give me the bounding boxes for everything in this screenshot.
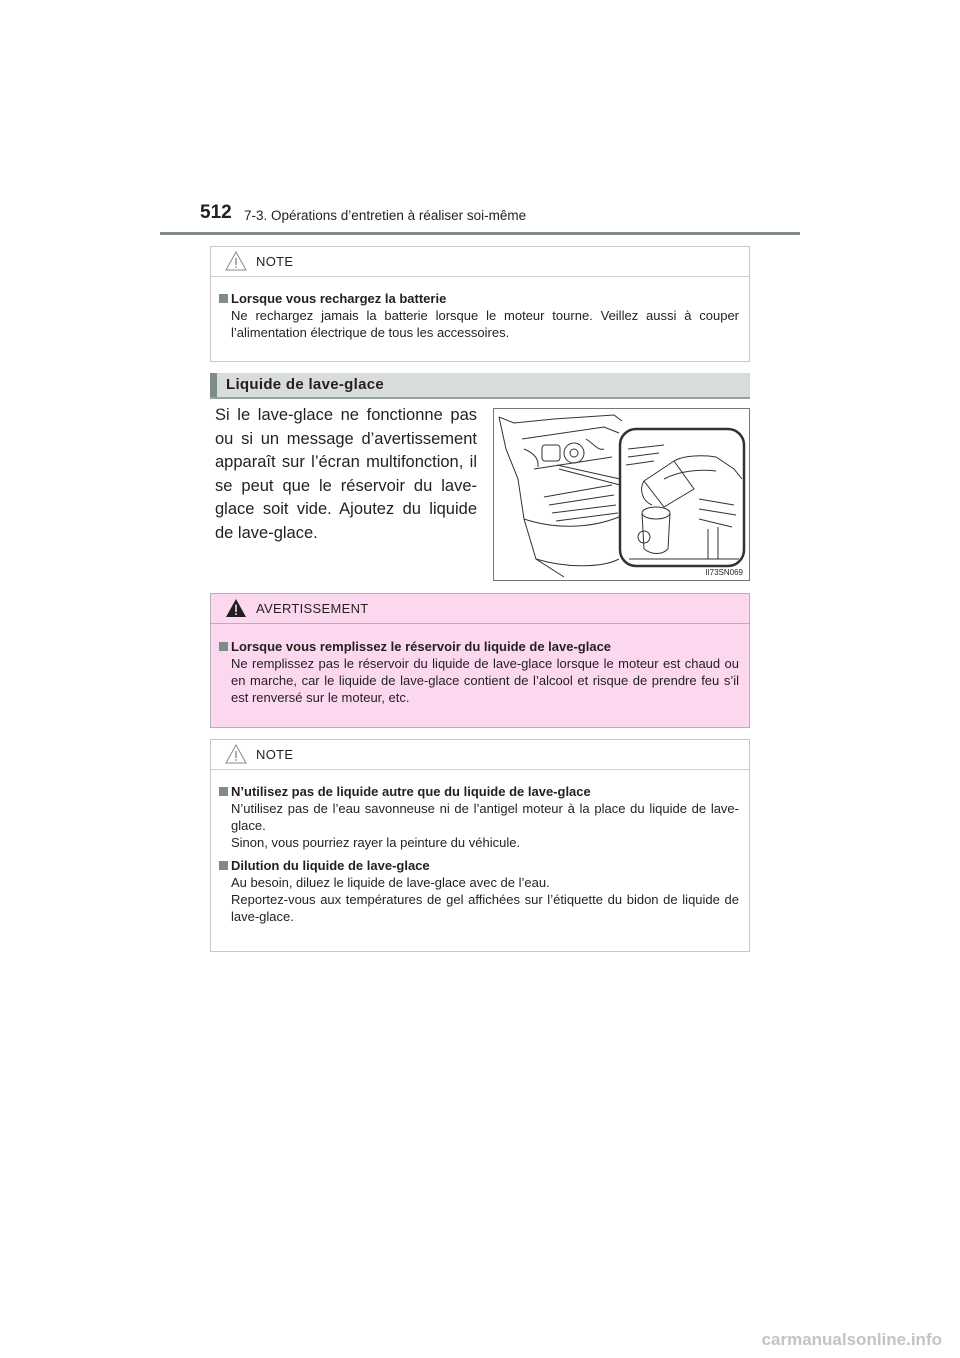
note-box-battery [210,246,750,362]
note-label: NOTE [256,747,294,762]
section-heading [210,373,750,399]
note-item-text: Au besoin, diluez le liquide de lave-glace avec de l’eau. [231,875,550,890]
page-number: 512 [200,202,232,223]
note-item [219,290,739,341]
warning-label: AVERTISSEMENT [256,601,369,616]
note-box-body [211,770,749,938]
note-box-header [211,247,749,277]
note-item-text: N’utilisez pas de l’eau savonneuse ni de l’antigel moteur à la place du liquide de lave-glace. [231,801,739,833]
note-item-title: Lorsque vous rechargez la batterie [219,290,739,307]
engine-bay-drawing [494,409,749,580]
note-item-text: Sinon, vous pourriez rayer la peinture du véhicule. [231,835,521,850]
illustration-code: II73SN069 [705,568,743,577]
warning-box-header [211,594,749,624]
warning-item [219,638,739,706]
warning-triangle-icon [225,598,247,618]
note-label: NOTE [256,254,294,269]
note-item-text: Ne rechargez jamais la batterie lorsque le moteur tourne. Veillez aussi à couper l’alimentation électrique de tous les accessoires. [231,308,739,340]
note-box-header [211,740,749,770]
note-box-body [211,277,749,354]
header-rule [160,232,800,235]
caution-triangle-icon [225,251,247,271]
note-item-title: Dilution du liquide de lave-glace [219,857,739,874]
note-item [219,857,739,925]
note-item [219,783,739,851]
note-box-washer-fluid [210,739,750,952]
section-intro-text: Si le lave-glace ne fonctionne pas ou si un message d’avertissement apparaît sur l’écran multifonction, il se peut que le réservoir du lave-glace soit vide. Ajoutez du liquide de lave-glace. [215,406,477,542]
note-item-text: Reportez-vous aux températures de gel affichées sur l’étiquette du bidon de liquide de lave-glace. [231,892,739,924]
warning-box [210,593,750,728]
washer-fluid-illustration [493,408,750,581]
warning-item-title: Lorsque vous remplissez le réservoir du liquide de lave-glace [219,638,739,655]
warning-box-body [211,624,749,719]
section-heading-bar [210,373,217,397]
site-watermark: carmanualsonline.info [761,1330,942,1349]
warning-item-text: Ne remplissez pas le réservoir du liquide de lave-glace lorsque le moteur est chaud ou en marche, car le liquide de lave-glace contient de l’alcool et risque de prendre feu s’il est renversé sur le moteur, etc. [231,656,739,705]
chapter-title: 7-3. Opérations d’entretien à réaliser soi-même [244,208,527,223]
caution-triangle-icon [225,744,247,764]
section-title: Liquide de lave-glace [226,376,385,393]
note-item-title: N’utilisez pas de liquide autre que du liquide de lave-glace [219,783,739,800]
